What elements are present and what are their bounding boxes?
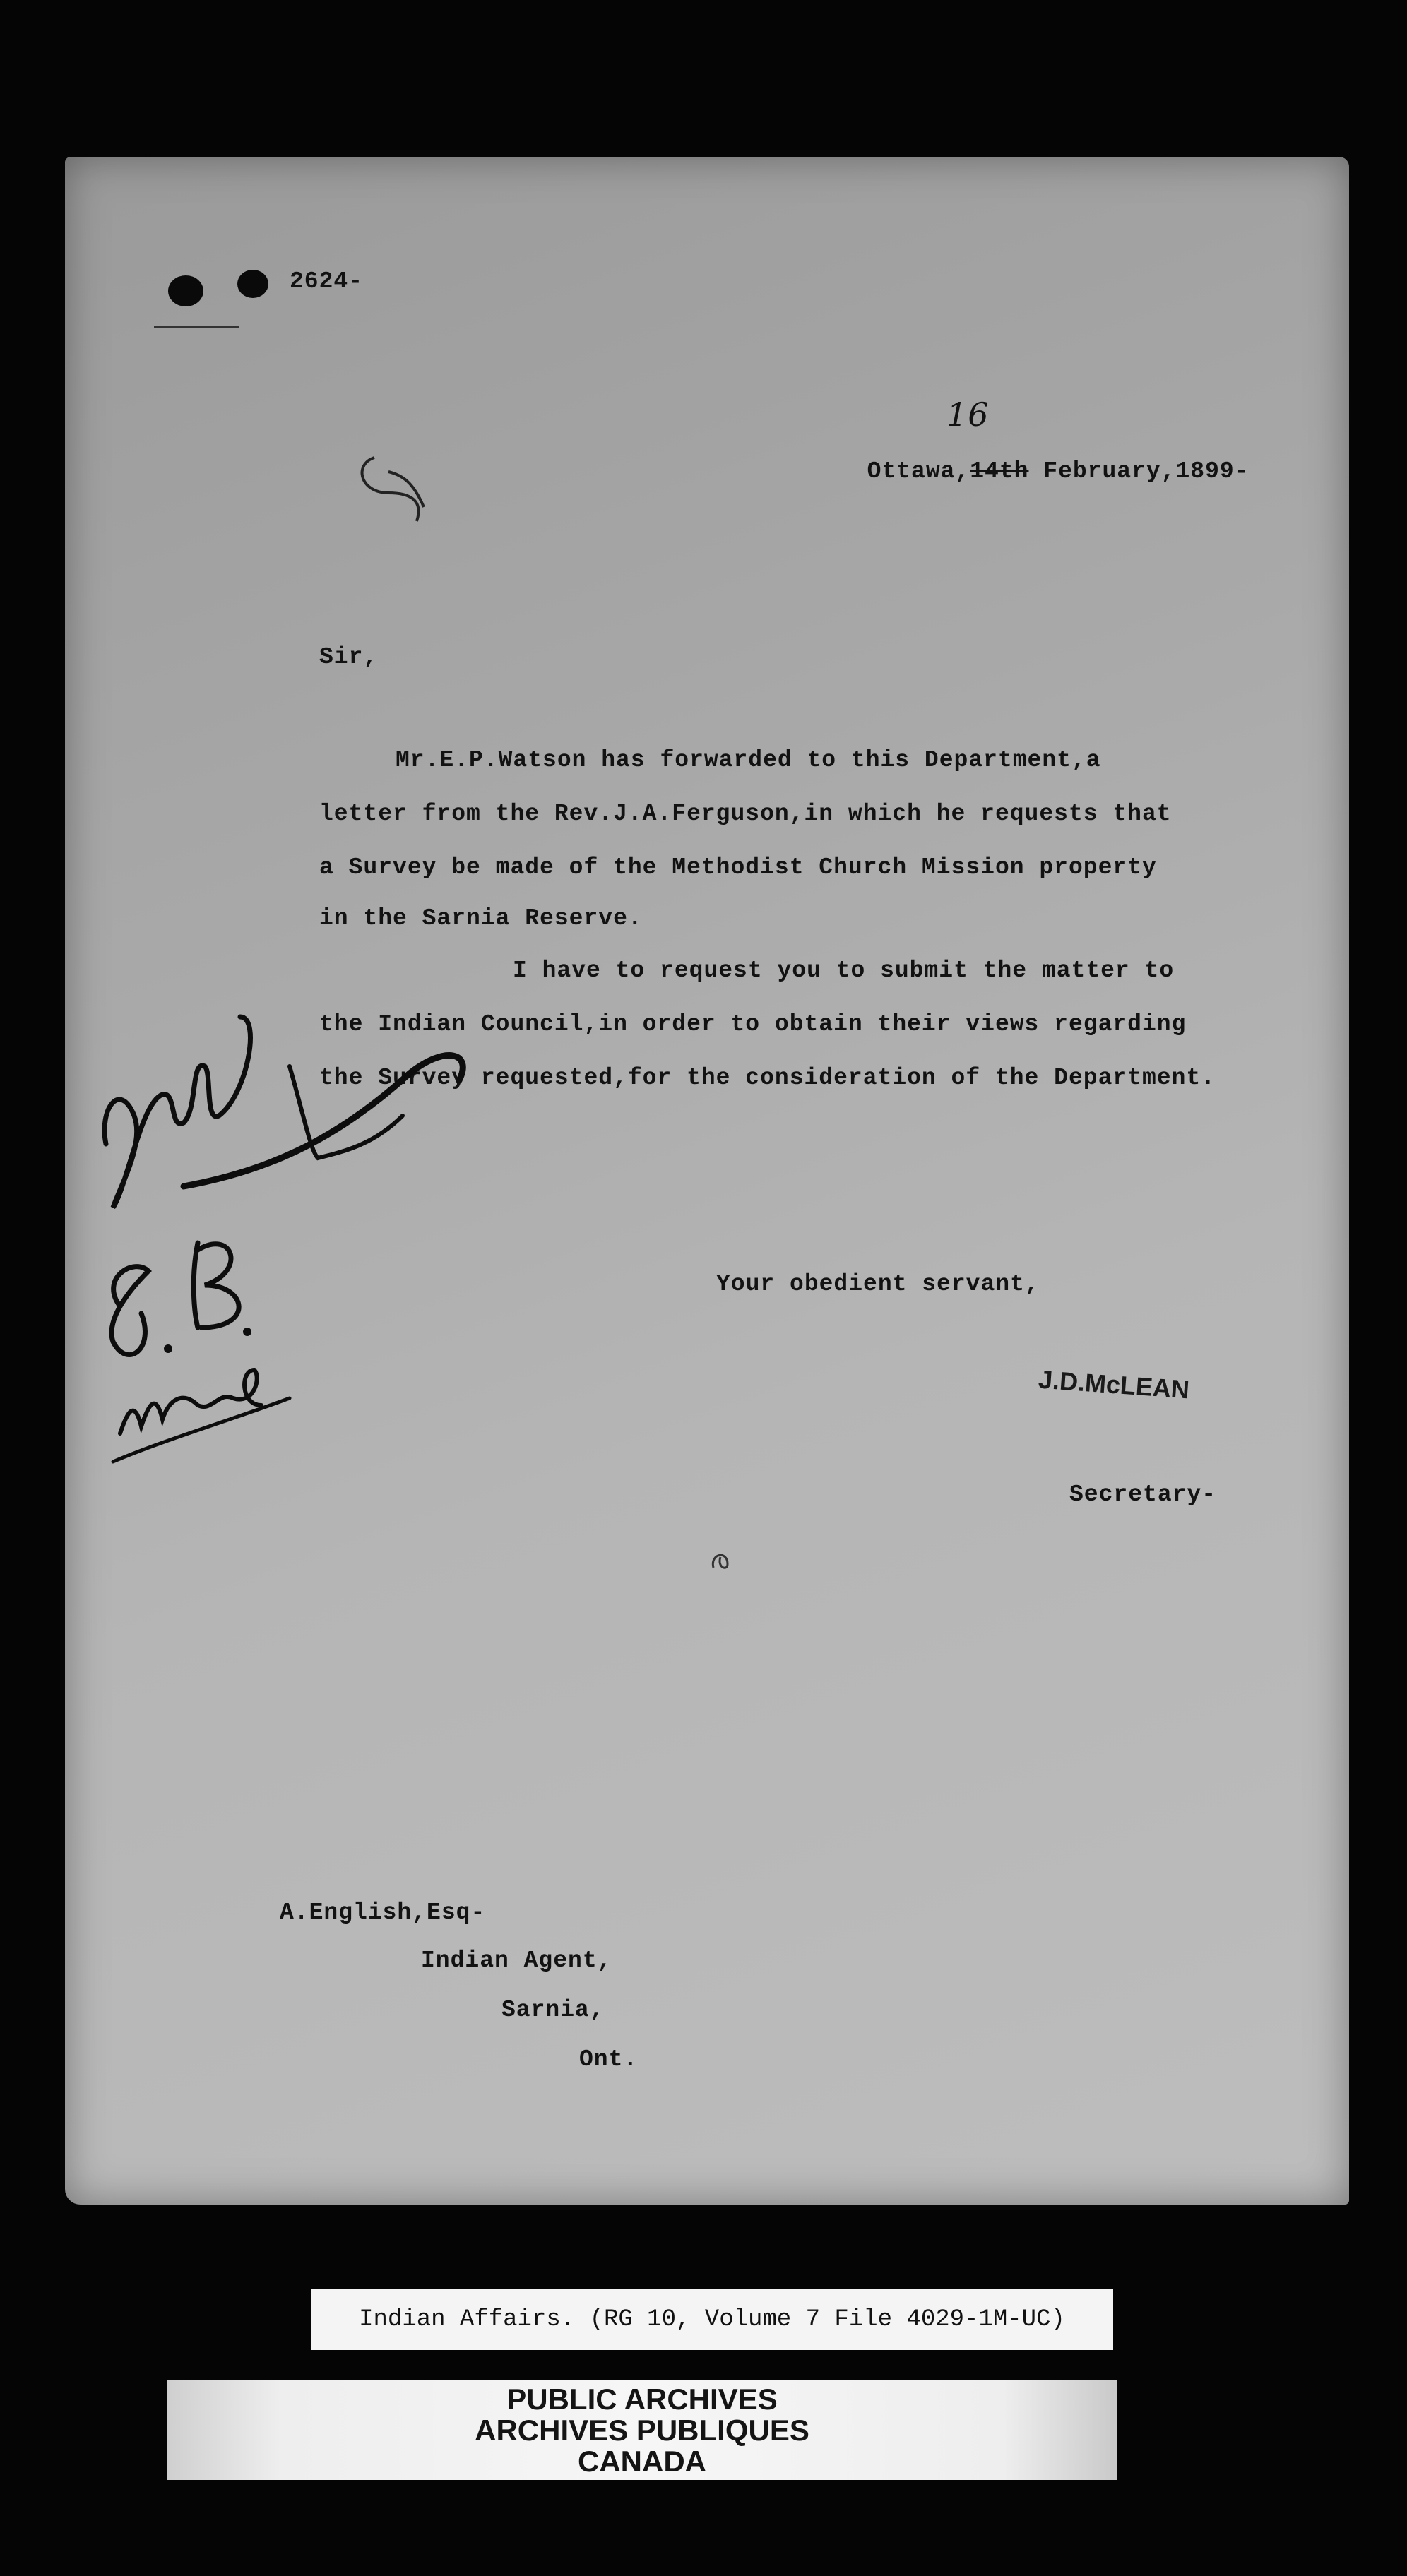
date-place: Ottawa, bbox=[867, 458, 970, 484]
body-line: in the Sarnia Reserve. bbox=[319, 905, 643, 931]
addressee-title: Indian Agent, bbox=[421, 1948, 612, 1974]
date-month-year: February,1899- bbox=[1043, 458, 1249, 484]
archive-reference-label bbox=[311, 2289, 1113, 2350]
signature-title: Secretary- bbox=[1069, 1481, 1217, 1508]
closing: Your obedient servant, bbox=[716, 1271, 1040, 1297]
signature-stamp: J.D.McLEAN bbox=[1037, 1364, 1191, 1405]
pencil-mark bbox=[346, 443, 445, 528]
file-number-underline bbox=[154, 326, 239, 328]
date-correction: 16 bbox=[946, 395, 990, 434]
body-line: Mr.E.P.Watson has forwarded to this Department,a bbox=[396, 747, 1101, 773]
date-struck-day: 14th bbox=[970, 458, 1029, 484]
body-line: letter from the Rev.J.A.Ferguson,in which he requests that bbox=[319, 801, 1172, 827]
addressee-name: A.English,Esq- bbox=[280, 1900, 486, 1926]
handwritten-initials bbox=[78, 974, 516, 1469]
archive-line-3: CANADA bbox=[578, 2445, 706, 2478]
addressee-city: Sarnia, bbox=[501, 1997, 605, 2023]
date-line bbox=[838, 432, 1249, 484]
ink-blot bbox=[168, 275, 203, 306]
body-line: a Survey be made of the Methodist Church Mission property bbox=[319, 854, 1157, 881]
archive-stamp-label bbox=[167, 2380, 1117, 2480]
stray-mark bbox=[706, 1546, 735, 1575]
archive-reference: Indian Affairs. (RG 10, Volume 7 File 4029-1M-UC) bbox=[359, 2306, 1065, 2333]
file-number: 2624- bbox=[290, 268, 364, 294]
archive-line-2: ARCHIVES PUBLIQUES bbox=[475, 2414, 809, 2447]
ink-blot bbox=[237, 270, 268, 298]
addressee-province: Ont. bbox=[579, 2046, 639, 2073]
body-line: the Survey requested,for the consideration of the Department. bbox=[319, 1065, 1216, 1091]
salutation: Sir, bbox=[319, 644, 379, 670]
archive-line-1: PUBLIC ARCHIVES bbox=[506, 2383, 778, 2416]
body-line: the Indian Council,in order to obtain their views regarding bbox=[319, 1011, 1187, 1037]
body-line: I have to request you to submit the matter to bbox=[513, 958, 1175, 984]
